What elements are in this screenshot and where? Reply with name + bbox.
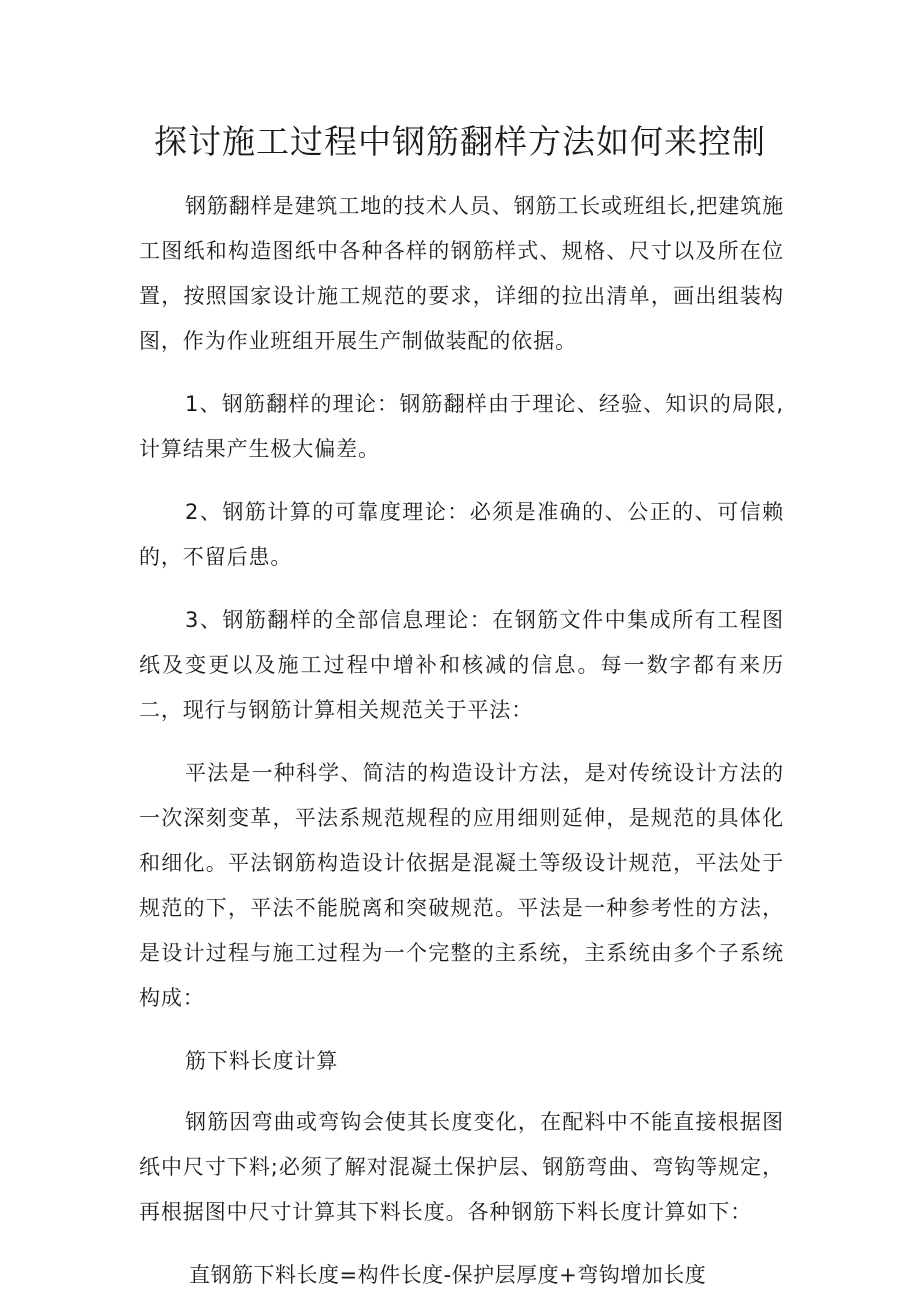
section-heading-cutting-length: 筋下料长度计算 xyxy=(185,1049,339,1073)
paragraph-pingfa: 平法是一种科学、简洁的构造设计方法，是对传统设计方法的一次深刻变革，平法系规范规程的应用细则延伸，是规范的具体化和细化。平法钢筋构造设计依据是混凝土等级设计规范，平法处于规范的下，平法不能脱离和突破规范。平法是一种参考性的方法，是设计过程与施工过程为一个完整的主系统，主系统由多个子系统构成： xyxy=(139,761,784,1010)
paragraph-intro: 钢筋翻样是建筑工地的技术人员、钢筋工长或班组长,把建筑施工图纸和构造图纸中各种各样的钢筋样式、规格、尺寸以及所在位置，按照国家设计施工规范的要求，详细的拉出清单，画出组装构图，作为作业班组开展生产制做装配的依据。 xyxy=(139,194,784,353)
paragraph-cutting-length: 钢筋因弯曲或弯钩会使其长度变化，在配料中不能直接根据图纸中尺寸下料;必须了解对混凝土保护层、钢筋弯曲、弯钩等规定，再根据图中尺寸计算其下料长度。各种钢筋下料长度计算如下： xyxy=(139,1110,784,1224)
document-body xyxy=(139,184,784,1298)
document-title: 探讨施工过程中钢筋翻样方法如何来控制 xyxy=(154,122,766,161)
paragraph-theory-1: 1、钢筋翻样的理论：钢筋翻样由于理论、经验、知识的局限,计算结果产生极大偏差。 xyxy=(139,392,784,461)
paragraph-theory-3: 3、钢筋翻样的全部信息理论：在钢筋文件中集成所有工程图纸及变更以及施工过程中增补和核减的信息。每一数字都有来历二，现行与钢筋计算相关规范关于平法： xyxy=(139,608,784,722)
paragraph-theory-2: 2、钢筋计算的可靠度理论：必须是准确的、公正的、可信赖的，不留后患。 xyxy=(139,500,784,569)
formula-straight-bar: 直钢筋下料长度=构件长度-保护层厚度+弯钩增加长度 xyxy=(189,1263,707,1287)
